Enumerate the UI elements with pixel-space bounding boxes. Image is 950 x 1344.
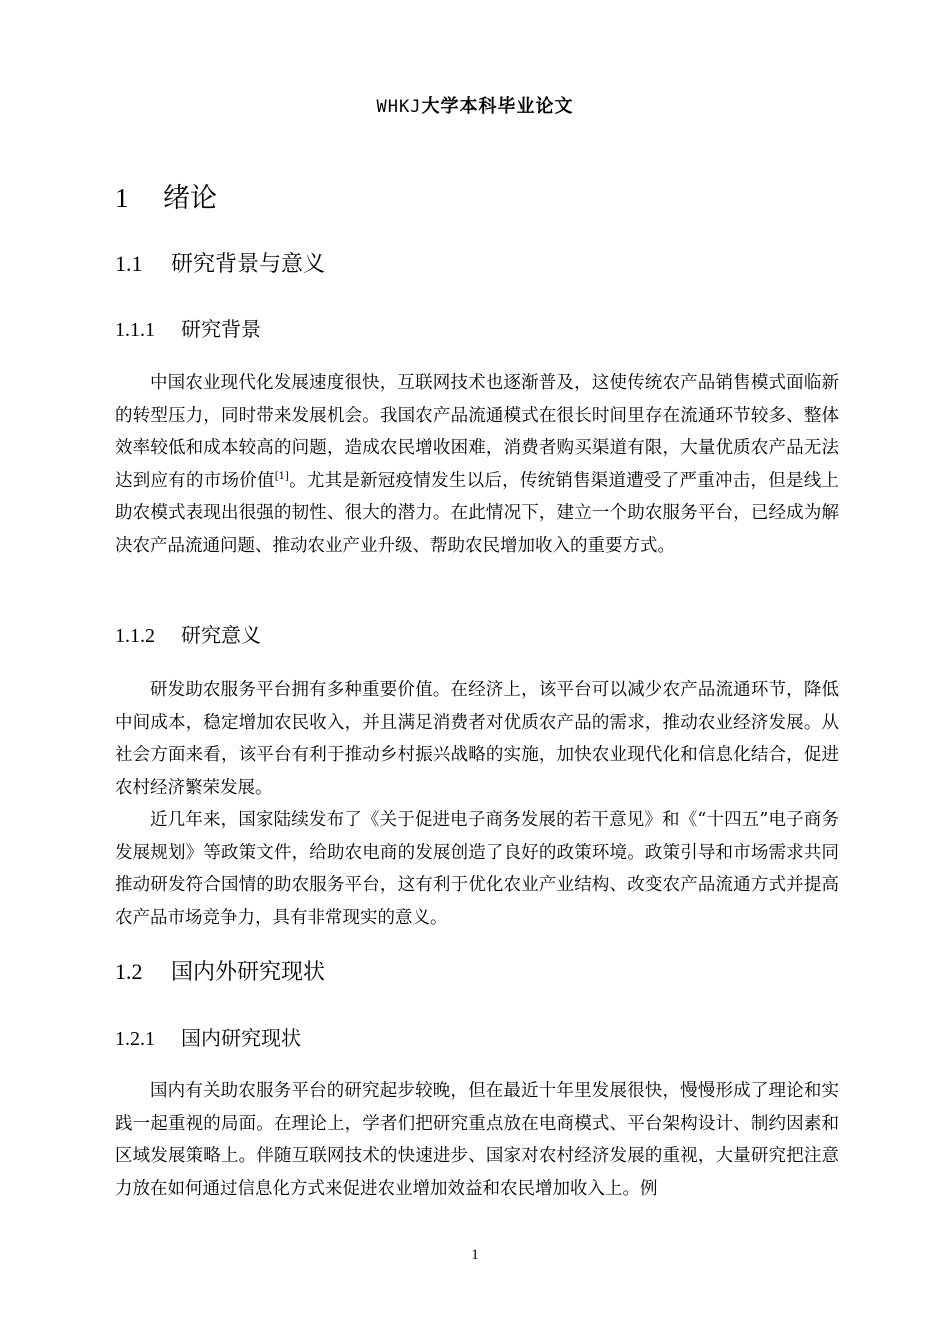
subsection-title: 研究背景 <box>181 317 261 341</box>
paragraph-significance-1: 研发助农服务平台拥有多种重要价值。在经济上，该平台可以减少农产品流通环节，降低中间成本，稳定增加农民收入，并且满足消费者对优质农产品的需求，推动农业经济发展。从社会方面来看，该平台有利于推动乡村振兴战略的实施，加快农业现代化和信息化结合，促进农村经济繁荣发展。 <box>115 680 839 798</box>
subsection-title: 研究意义 <box>181 623 261 647</box>
citation-reference: [1] <box>274 470 289 482</box>
section-title: 研究背景与意义 <box>171 252 326 277</box>
paragraph-text: 中国农业现代化发展速度很快，互联网技术也逐渐普及，这使传统农产品销售模式面临新的转型压力，同时带来发展机会。我国农产品流通模式在很长时间里存在流通环节较多、整体效率较低和成本较高的问题，造成农民增收困难，消费者购买渠道有限，大量优质农产品无法达到应有的市场价值 <box>115 373 839 491</box>
running-header <box>0 93 950 121</box>
section-number: 1.2 <box>115 959 143 984</box>
subsection-number: 1.2.1 <box>115 1028 155 1050</box>
subsection-number: 1.1.2 <box>115 625 155 647</box>
section-title: 国内外研究现状 <box>171 960 326 985</box>
header-title: 大学本科毕业论文 <box>421 96 574 117</box>
subsection-heading-1-1-2 <box>115 621 261 650</box>
paragraph-significance-2: 近几年来，国家陆续发布了《关于促进电子商务发展的若干意见》和《“十四五”电子商务发展规划》等政策文件，给助农电商的发展创造了良好的政策环境。政策引导和市场需求共同推动研发符合国情的助农服务平台，这有利于优化农业产业结构、改变农产品流通方式并提高农产品市场竞争力，具有非常现实的意义。 <box>115 810 839 928</box>
chapter-heading <box>115 180 217 217</box>
section-heading-1-2 <box>115 957 325 988</box>
subsection-heading-1-2-1 <box>115 1024 301 1053</box>
page-number: 1 <box>471 1247 479 1263</box>
subsection-title: 国内研究现状 <box>181 1026 301 1050</box>
paragraph-domestic: 国内有关助农服务平台的研究起步较晚，但在最近十年里发展很快，慢慢形成了理论和实践一起重视的局面。在理论上，学者们把研究重点放在电商模式、平台架构设计、制约因素和区域发展策略上。伴随互联网技术的快速进步、国家对农村经济发展的重视，大量研究把注意力放在如何通过信息化方式来促进农业增加效益和农民增加收入上。例 <box>115 1081 839 1199</box>
header-latin: WHKJ <box>376 97 422 117</box>
subsection-heading-1-1-1 <box>115 315 261 344</box>
section-number: 1.1 <box>115 251 143 276</box>
subsection-number: 1.1.1 <box>115 319 155 341</box>
section-heading-1-1 <box>115 249 325 280</box>
paragraph-text: 。尤其是新冠疫情发生以后，传统销售渠道遭受了严重冲击，但是线上助农模式表现出很强的韧性、很大的潜力。在此情况下，建立一个助农服务平台，已经成为解决农产品流通问题、推动农业产业升级、帮助农民增加收入的重要方式。 <box>115 470 840 556</box>
chapter-title: 绪论 <box>163 183 217 214</box>
chapter-number: 1 <box>115 183 129 213</box>
paragraph-background <box>115 367 839 562</box>
